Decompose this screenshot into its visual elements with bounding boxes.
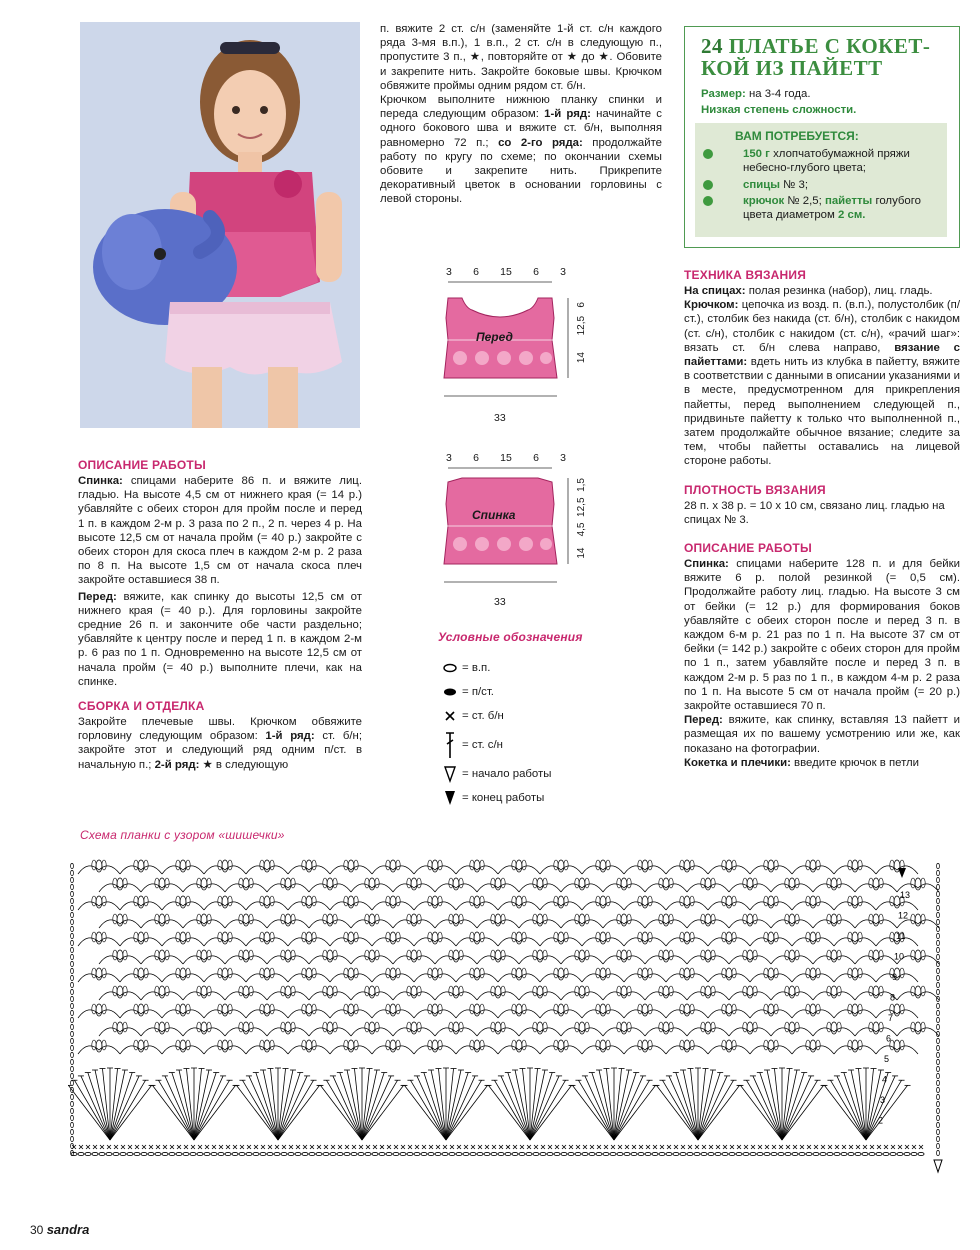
chart-sc-row [72,1145,923,1149]
pattern-title-box [684,26,960,248]
row-number: 7 [888,1013,894,1023]
material-item-yarn: 150 г хлопчатобумажной пряжи небесно-глубого цвета; [703,147,941,175]
row-number: 10 [894,951,905,962]
legend-end: = конец работы [438,786,668,810]
bullet-icon [703,196,713,206]
chart-fans [68,1068,911,1140]
back-schematic [432,448,592,618]
assembly-text: Закройте плечевые швы. Крючком обвяжите горловину следующим образом: 1-й ряд: ст. б/н; закройте этот и следующий ряд одним п/ст. в начальную п.; 2-й ряд: ★ в следующую [78,716,362,771]
back-label: Спинка [472,508,516,522]
chart-base-chain [71,1152,924,1155]
front-top-dims: 3 6 15 6 3 [446,266,566,278]
page-number: 30 [30,1223,44,1237]
front-shape [432,278,592,428]
start-marker-icon [934,1160,942,1172]
bullet-icon [703,180,713,190]
col3-text [684,268,960,770]
row-number: 2 [878,1115,884,1126]
end-arrow-icon [443,789,457,807]
bullet-icon [703,149,713,159]
row-number: 11 [896,931,906,941]
back-width-label: 33 [494,596,506,608]
materials-heading: ВАМ ПОТРЕБУЕТСЯ: [735,129,859,143]
child-photo-illustration [80,22,360,428]
legend-heading: Условные обозначения [438,630,583,644]
back-top-dims: 3 6 15 6 3 [446,452,566,464]
description-heading-left: ОПИСАНИЕ РАБОТЫ [78,458,206,472]
chart-lattice [78,860,939,1054]
back-shape [432,464,592,604]
size-line: Размер: на 3-4 года. [701,88,811,100]
pattern-title: 24 ПЛАТЬЕ С КОКЕТ- КОЙ ИЗ ПАЙЕТТ [701,34,931,80]
single-crochet-icon [443,709,457,723]
end-marker-icon [898,868,906,878]
legend-chain: = в.п. [438,656,668,680]
back-description-right: Спинка: спицами наберите 128 п. и для бейки вяжите 6 р. полой резинкой (= 0,5 см). Продолжайте работу лиц. гладью. На высоте 3 см от бейки (= 12 р.) для формирования боков убавляйте с обеих сторон после и перед 3 п. в каждом 6-м р. 21 раз по 1 п. На высоте 37 см от бейки (= 142 р.) закройте с обеих сторон для пройм по 1 п., затем убавляйте после и перед 3 п. в каждом 2-м р. 5 раз по 1 п., в каждом 4-м р. 2 раза по 1 п. На высоте 5 см от начала пройм (= 20 р.) закройте оставшиеся 70 п. Перед: вяжите, как спинку, вставляя 13 пайетт и размещая их по вашему усмотрению или же, как показано на фотографии. Кокетка и плечики: введите крючок в петли [684,558,961,769]
technique-text: На спицах: полая резинка (набор), лиц. гладь. Крючком: цепочка из возд. п. (в.п.), полустолбик (п/ст.), столбик без накида (ст. б/н), столбик с накидом (ст. с/н), столбик с накидом (ст. с/н), «рачий шаг»: вязать ст. б/н слева направо, вязание с пайеттами: вдеть нить из клубка в пайетту, вяжите в соответствии с данными в описании указаниями и в месте, предусмотренном для прикрепления пайетты, перед выполнением следующей п., придвиньте пайетту к только что выполненной п., затем продолжайте обычное вязание; следите за тем, чтобы пайетты оставались на лицевой стороне работы. [684,285,960,468]
row-number: 6 [886,1033,892,1044]
product-photo [80,22,360,428]
legend-start: = начало работы [438,762,668,786]
col2-text [380,22,662,207]
row-number: 9 [892,972,898,982]
row-number: 4 [882,1074,888,1085]
difficulty-line: Низкая степень сложности. [701,104,857,117]
slip-stitch-icon [442,687,458,697]
row-number: 3 [880,1095,886,1105]
row-number: 5 [884,1054,890,1064]
density-heading: ПЛОТНОСТЬ ВЯЗАНИЯ [684,482,826,497]
assembly-heading: СБОРКА И ОТДЕЛКА [78,699,205,714]
page-footer [30,1222,89,1237]
row-number: 8 [890,992,896,1003]
back-side-dims: 14 4,5 12,5 1,5 [576,478,587,559]
stitch-chart-caption: Схема планки с узором «шишечки» [80,828,285,842]
double-crochet-icon [443,730,457,760]
row-number: 12 [898,910,909,921]
symbols-legend [438,630,668,810]
magazine-brand: sandra [46,1222,90,1237]
col2-paragraph-2: Крючком выполните нижнюю планку спинки и переда следующим образом: 1-й ряд: начинайте с одного бокового шва и вяжите ст. б/н, выполняя равномерно 72 п.; со 2-го ряда: продолжайте работу по кругу по схеме; по окончании схемы обовите и закрепите нить. Прикрепите декоративный цветок в основании горловины с левой стороны. [380,94,663,206]
material-item-needles: спицы № 3; [703,178,941,192]
density-text: 28 п. х 38 р. = 10 х 10 см, связано лиц. гладью на спицах № 3. [684,499,945,526]
start-arrow-icon [443,765,457,783]
front-side-dims: 14 12,5 6 [576,302,587,364]
legend-single-crochet: = ст. б/н [438,704,668,728]
chain-stitch-icon [442,663,458,673]
materials-panel [695,123,947,237]
technique-heading: ТЕХНИКА ВЯЗАНИЯ [684,268,807,282]
front-description-left: Перед: вяжите, как спинку до высоты 12,5 см от нижнего края (= 40 р.). Для горловины закройте средние 26 п. и закончите обе части раздельно; убавляйте к центру после и перед 1 п. в каждом 2-м р. 6 раз по 1 п. Одновременно на высоте 12,5 см от начала пройм (= 40 р.) выполните плечи, как на спинке. [78,590,362,688]
back-description-left: Спинка: спицами наберите 86 п. и вяжите лиц. гладью. На высоте 4,5 см от нижнего края (= 14 р.) убавляйте с обеих сторон для пройм после и перед 1 п. в каждом 2-м р. 3 раза по 2 п., 2 п. через 4 р. На высоте 12,5 см от начала пройм (= 40 р.) закройте с обеих сторон для скоса плеч в каждом 2-м р. 2 раза по 8 п. На высоте 1,5 см от начала скоса плеч закройте оставшиеся 38 п. [78,475,362,587]
legend-double-crochet: = ст. с/н [438,728,668,762]
description-heading-right: ОПИСАНИЕ РАБОТЫ [684,541,812,556]
chart-side-borders [71,863,940,1155]
front-label: Перед [476,330,513,344]
col2-paragraph-1: п. вяжите 2 ст. с/н (заменяйте 1-й ст. с/н каждого ряда 3-мя в.п.), 1 в.п., 2 ст. с/н в следующую п., пропустите 3 п., ★, повторяйте от ★ до ★. Обовите и закрепите нить. Закройте боковые швы. Крючком обвяжите проймы одним рядом ст. б/н. [380,23,662,92]
stitch-chart [68,858,948,1178]
front-width-label: 33 [494,412,506,424]
legend-slip-stitch: = п/ст. [438,680,668,704]
col1-text [78,458,362,772]
row-number: 13 [900,890,911,900]
material-item-hook: крючок № 2,5; пайетты голубого цвета диаметром 2 см. [703,194,941,222]
front-schematic [432,262,592,442]
